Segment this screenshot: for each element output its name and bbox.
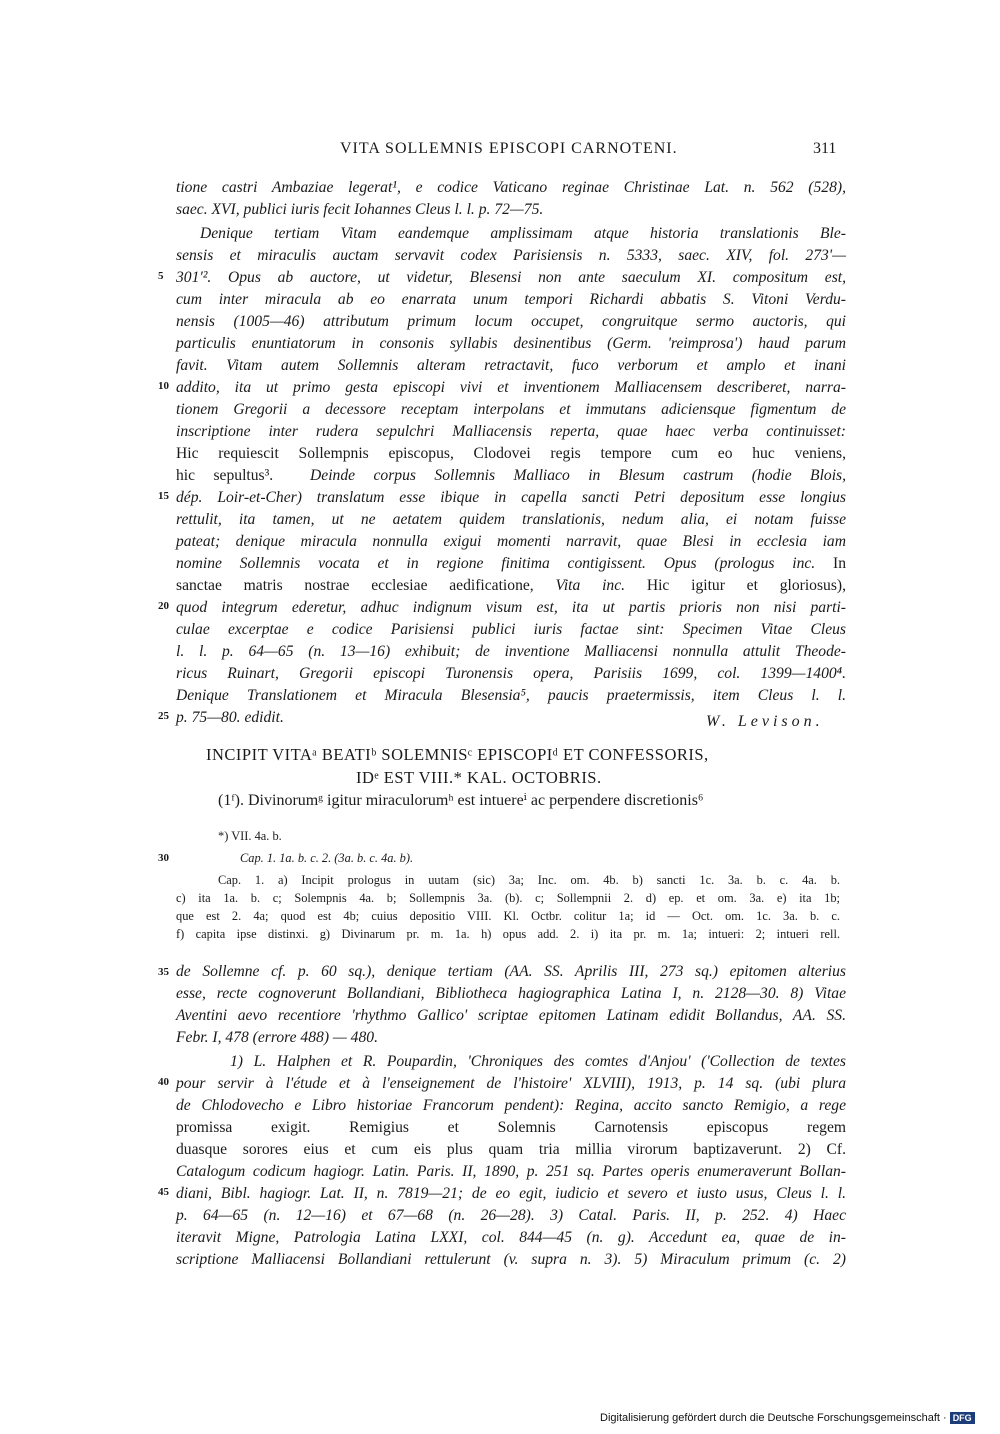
body-line: addito, ita ut primo gesta episcopi vivi et inventionem Malliacensem describeret, narra-: [176, 379, 846, 396]
digitization-credit: [600, 1412, 975, 1424]
body-text: nomine Sollemnis vocata et in regione finitima contigissent. Opus (prologus inc.: [176, 555, 816, 572]
variant-line: Cap. 1. a) Incipit prologus in uutam (sic) 3a; Inc. om. 4b. b) sancti 1c. 3a. b. c. 4a. b.: [218, 873, 840, 887]
quoted-inscription-end: hic sepultus³.: [176, 467, 274, 484]
footnote-line: 1) L. Halphen et R. Poupardin, 'Chroniques des comtes d'Anjou' ('Collection de textes: [230, 1053, 846, 1070]
quoted-inscription: Hic requiescit Sollempnis episcopus, Clodovei regis tempore cum eo huc veniens,: [176, 445, 846, 462]
body-line: [176, 576, 846, 596]
body-line: Denique tertiam Vitam eandemque amplissimam atque historia translationis Ble-: [200, 225, 846, 242]
footnote-line: scriptione Malliacensi Bollandiani rettulerunt (v. supra n. 3). 5) Miraculum primum (c. 2): [176, 1251, 846, 1268]
body-line: sensis et miraculis auctam servavit codex Parisiensis n. 5333, saec. XIV, fol. 273'—: [176, 247, 846, 264]
text-title-line: INCIPIT VITAᵃ BEATIᵇ SOLEMNISᶜ EPISCOPIᵈ ET CONFESSORIS,: [206, 745, 709, 764]
footnote-line: Aventini aevo recentiore 'rhythmo Gallico' scriptae epitomen Latinam edidit Bollandus, AA. SS.: [176, 1007, 846, 1024]
body-line: 301'². Opus ab auctore, ut videtur, Blesensi non ante saeculum XI. compositum est,: [176, 269, 846, 286]
body-line: tionem Gregorii a decessore receptam interpolans et immutans adiciensque figmentum de: [176, 401, 846, 418]
footnote-line: diani, Bibl. hagiogr. Lat. II, n. 7819—21; de eo egit, iudicio et severo et iusto usus, Cleus l. l.: [176, 1185, 846, 1202]
text-title-line: IDᵉ EST VIII.* KAL. OCTOBRIS.: [356, 768, 602, 787]
body-line: [176, 466, 846, 486]
body-text: Deinde corpus Sollemnis Malliaco in Blesum castrum (hodie Blois,: [310, 467, 846, 484]
body-line: Denique Translationem et Miracula Blesensia⁵, paucis praetermissis, item Cleus l. l.: [176, 687, 846, 704]
body-line: rettulit, ita tamen, ut ne aetatem quidem translationis, nedum alia, ei notam fuisse: [176, 511, 846, 528]
footnote-quoted-line: duasque sorores eius et cum eis plus quam tria millia virorum baptizaverunt. 2) Cf.: [176, 1141, 846, 1158]
credit-text: Digitalisierung gefördert durch die Deutsche Forschungsgemeinschaft ·: [600, 1412, 947, 1424]
body-line: [176, 554, 846, 574]
footnote-line: iteravit Migne, Patrologia Latina LXXI, col. 844—45 (n. g). Accedunt ea, quae de in-: [176, 1229, 846, 1246]
line-number: 15: [158, 490, 169, 502]
line-number: 35: [158, 966, 169, 978]
footnote-line: de Sollemne cf. p. 60 sq.), denique tertiam (AA. SS. Aprilis III, 273 sq.) epitomen alterius: [176, 963, 846, 980]
variant-line: f) capita ipse distinxi. g) Divinarum pr. m. 1a. h) opus add. 2. i) ita pr. m. 1a; intueri: 2; intueri rell.: [176, 927, 840, 941]
quoted-incipit: sanctae matris nostrae ecclesiae aedificatione,: [176, 577, 534, 594]
line-number: 30: [158, 852, 169, 864]
body-line: saec. XVI, publici iuris fecit Iohannes Cleus l. l. p. 72—75.: [176, 201, 544, 218]
body-line: l. l. p. 64—65 (n. 13—16) exhibuit; de inventione Malliacensi nonnulla attulit Theode-: [176, 643, 846, 660]
asterisk-note: *) VII. 4a. b.: [218, 829, 282, 843]
running-title: VITA SOLLEMNIS EPISCOPI CARNOTENI.: [340, 140, 678, 157]
line-number: 40: [158, 1076, 169, 1088]
footnote-quoted-line: promissa exigit. Remigius et Solemnis Carnotensis episcopus regem: [176, 1119, 846, 1136]
body-line: nensis (1005—46) attributum primum locum occupet, congruitque sermo auctoris, qui: [176, 313, 846, 330]
line-number: 5: [158, 270, 164, 282]
body-line: cum inter miracula ab eo enarrata unum tempori Richardi abbatis S. Vitoni Verdu-: [176, 291, 846, 308]
footnote-line: Catalogum codicum hagiogr. Latin. Paris. II, 1890, p. 251 sq. Partes operis enumeraverunt Bollan-: [176, 1163, 846, 1180]
quoted-incipit: In: [833, 555, 846, 572]
body-text: Vita inc.: [555, 577, 626, 594]
body-line: p. 75—80. edidit.: [176, 709, 284, 726]
body-line: pateat; denique miracula nonnulla exigui momenti narravit, quae Blesi in ecclesia iam: [176, 533, 846, 550]
footnote-line: de Chlodovecho e Libro historiae Francorum pendent): Regina, accito sancto Remigio, a rege: [176, 1097, 846, 1114]
body-line: particulis enuntiatorum in consonis syllabis desinentibus (Germ. 'reimprosa') haud parum: [176, 335, 846, 352]
line-number: 20: [158, 600, 169, 612]
body-line: tione castri Ambaziae legerat¹, e codice Vaticano reginae Christinae Lat. n. 562 (528),: [176, 179, 846, 196]
footnote-line: Febr. I, 478 (errore 488) — 480.: [176, 1029, 378, 1046]
line-number: 25: [158, 710, 169, 722]
body-line: dép. Loir-et-Cher) translatum esse ibique in capella sancti Petri depositum esse longius: [176, 489, 846, 506]
line-number: 45: [158, 1186, 169, 1198]
body-line: culae excerptae e codice Parisiensi publici iuris factae sint: Specimen Vitae Cleus: [176, 621, 846, 638]
page-number: 311: [813, 140, 837, 157]
body-line: ricus Ruinart, Gregorii episcopi Turonensis opera, Parisiis 1699, col. 1399—1400⁴.: [176, 665, 846, 682]
quoted-incipit: Hic igitur et gloriosus),: [646, 577, 846, 594]
dfg-logo: DFG: [950, 1412, 975, 1424]
chapter-witnesses: Cap. 1. 1a. b. c. 2. (3a. b. c. 4a. b).: [240, 851, 414, 865]
author-signature: W. Levison.: [706, 713, 824, 730]
variant-line: que est 2. 4a; quod est 4b; cuius depositio VIII. Kl. Octbr. colitur 1a; id — Oct. om. 1c. 3a. b. c.: [176, 909, 840, 923]
variant-line: c) ita 1a. b. c; Solempnis 4a. b; Sollempnis 3a. (b). c; Sollempnii 2. d) ep. et om. 3a. e) ita 1b;: [176, 891, 840, 905]
line-number: 10: [158, 380, 169, 392]
body-line: quod integrum ederetur, adhuc indignum visum est, ita ut partis prioris non nisi parti-: [176, 599, 846, 616]
footnote-line: pour servir à l'étude et à l'enseignement de l'histoire' XLVIII), 1913, p. 14 sq. (ubi plura: [176, 1075, 846, 1092]
footnote-line: esse, recte cognoverunt Bollandiani, Bibliotheca hagiographica Latina I, n. 2128—30. 8) Vitae: [176, 985, 846, 1002]
body-line: favit. Vitam autem Sollemnis alteram retractavit, fuco verborum et amplo et inani: [176, 357, 846, 374]
footnote-line: p. 64—65 (n. 12—16) et 67—68 (n. 26—28). 3) Catal. Paris. II, p. 252. 4) Haec: [176, 1207, 846, 1224]
body-line: inscriptione inter rudera sepulchri Malliacensis reperta, quae haec verba continuisset:: [176, 423, 846, 440]
text-opening-line: (1ᶠ). Divinorumᵍ igitur miraculorumʰ est intuereⁱ ac perpendere discretionis⁶: [218, 792, 704, 809]
running-header: [0, 140, 1000, 166]
